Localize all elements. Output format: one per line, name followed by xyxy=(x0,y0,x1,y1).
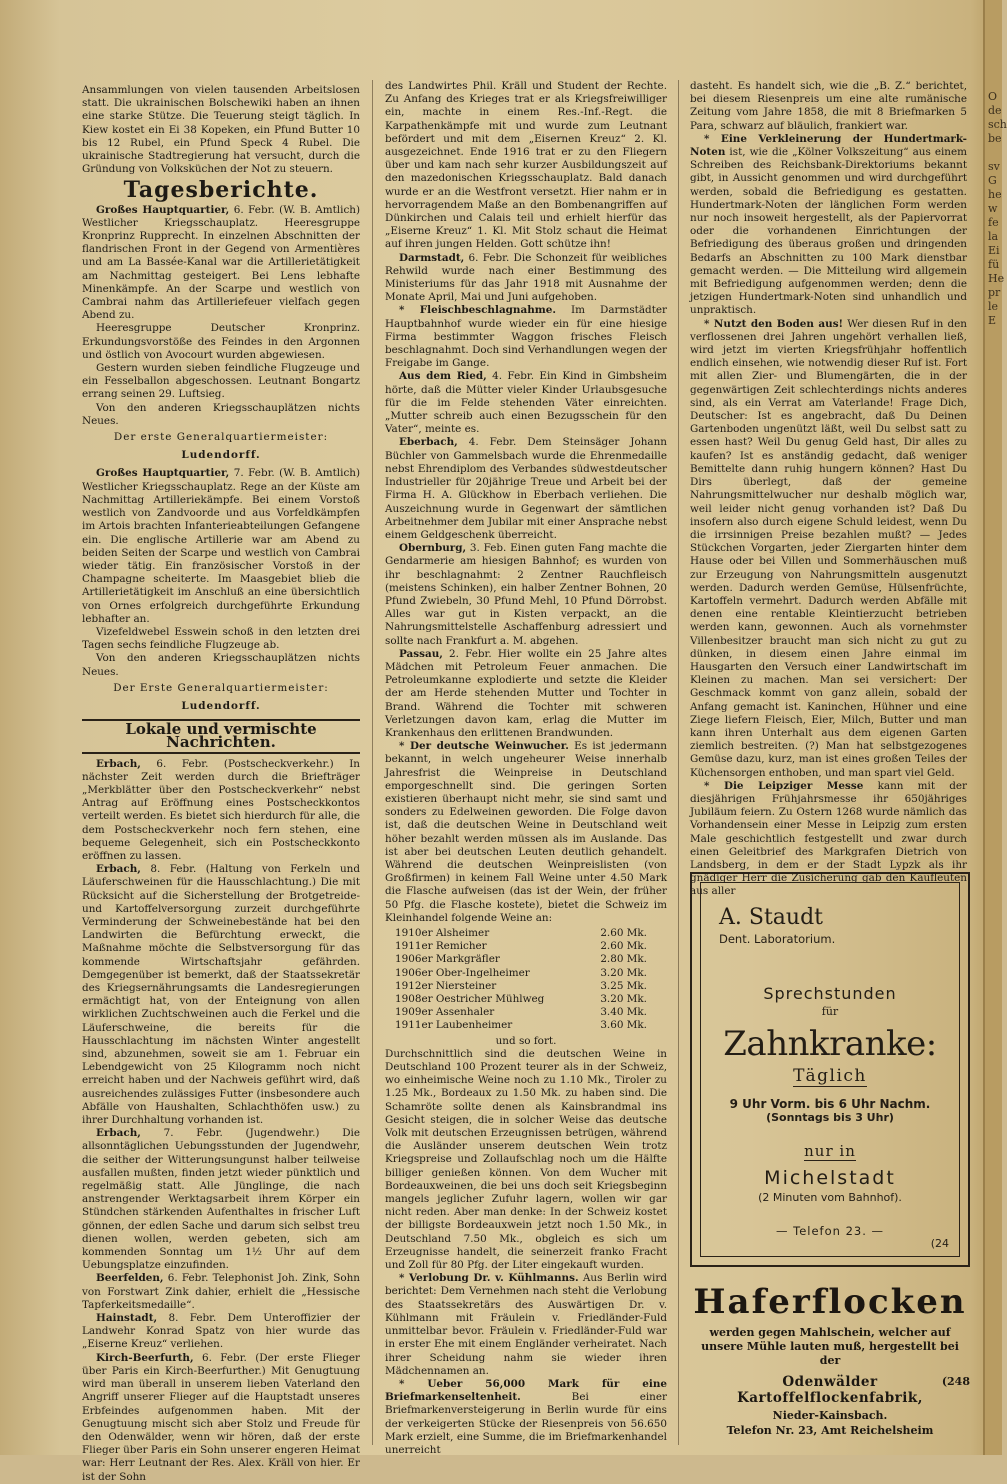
wine-price: 3.20 Mk. xyxy=(600,966,647,979)
news-item: Beerfelden, 6. Febr. Telephonist Joh. Zink, Sohn von Forstwart Zink dahier, erhielt die „Hessische Tapferkeitsmedaille“. xyxy=(82,1272,360,1311)
report-paragraph: Gestern wurden sieben feindliche Flugzeuge und ein Fesselballon abgeschossen. Leutnant Bongartz errang seinen 29. Luftsieg. xyxy=(82,362,360,401)
wine-price-table xyxy=(385,927,667,1033)
column-rule xyxy=(372,80,373,1445)
ad-address: Nieder-Kainsbach. xyxy=(772,1409,888,1422)
ad-firm-subtitle: Dent. Laboratorium. xyxy=(719,932,836,946)
wine-name: 1911er Laubenheimer xyxy=(395,1019,513,1032)
news-item: Aus dem Ried, 4. Febr. Ein Kind in Gimbsheim hörte, daß die Mütter vieler Kinder Urlaubsgesuche für die im Felde stehenden Väter einreichten. „Mutter schreib auch einen Bezugsschein für den Vater“, meinte es. xyxy=(385,370,667,436)
news-item: * Ueber 56,000 Mark für eine Briefmarkenseltenheit. Bei einer Briefmarkenversteigerung in Berlin wurde für eins der verkeigerten Stücke der Riesenpreis von 56.650 Mark erzielt, eine Summe, die im Briefmarkenhandel unerreicht xyxy=(385,1377,667,1456)
wine-row xyxy=(385,993,667,1006)
edge-text-fragment: O xyxy=(988,90,998,103)
article-text: Durchschnittlich sind die deutschen Weine in Deutschland 100 Prozent teurer als in der Schweiz, wo einheimische Weine noch zu 1.10 Mk., Tiroler zu 1.25 Mk., Bordeaux zu 1.50 Mk. zu haben sind. Die Schamröte sollte denen als Kainsbrandmal ins Gesicht steigen, die in solcher Weise das deutsche Volk mit deutschen Erzeugnissen betrügen, während die Ausländer unserem deutschen Wein trotz Kriegspreise und Zollaufschlag noch um die Hälfte billiger genießen können. Von dem Wucher mit Bordeauxweinen, die bei uns doch seit Kriegsbeginn mangels jeglicher Zufuhr lagern, wollen wir gar nicht reden. Aber man denke: In der Schweiz kostet der billigste Bordeauxwein jetzt noch 1.50 Mk., in Deutschland 7.50 Mk., obgleich es sich um Erzeugnisse handelt, die seinerzeit franko Fracht und Zoll für 80 Pfg. der Liter eingekauft wurden. xyxy=(385,1047,667,1272)
dentist-advertisement xyxy=(690,872,970,1267)
edge-text-fragment: la xyxy=(988,230,999,243)
edge-text-fragment: He xyxy=(988,272,1005,285)
wine-row xyxy=(385,927,667,940)
ad-phone: — Telefon 23. — xyxy=(775,1224,885,1238)
news-item: Erbach, 6. Febr. (Postscheckverkehr.) In nächster Zeit werden durch die Briefträger „Merkblätter über den Postscheckverkehr“ nebst Antrag auf Eröffnung eines Postscheckkontos verteilt werden. Es bietet sich hierdurch für alle, die dem Postscheckverkehr noch fern stehen, eine bequeme Gelegenheit, sich ein Postscheckkonto eröffnen zu lassen. xyxy=(82,757,360,862)
edge-text-fragment: pr xyxy=(988,286,1001,299)
wine-price: 2.60 Mk. xyxy=(600,927,647,939)
ad-reference-number: (24 xyxy=(930,1237,949,1250)
dateline: Großes Hauptquartier, xyxy=(96,467,230,480)
wine-list-more: und so fort. xyxy=(495,1034,557,1047)
wine-name: 1911er Remicher xyxy=(395,940,487,953)
ad-daily-label: Täglich xyxy=(793,1066,867,1086)
report-paragraph: Großes Hauptquartier, 7. Febr. (W. B. Amtlich) Westlicher Kriegsschauplatz. Rege an der Küste am Nachmittag Artilleriekämpfe. Bei einem Vorstoß westlich von Zandvoorde und aus Vorfeldkämpfen im Artois brachten Infanterieabteilungen Gefangene ein. Die englische Artillerie war am Abend zu beiden Seiten der Scarpe und westlich von Cambrai wieder tätig. Ein französischer Vorstoß in der Champagne scheiterte. Im Maasgebiet blieb die Artillerietätigkeit im Anschluß an eine übersichtlich von Ornes erfolgreich durchgeführte Erkundung lebhafter an. xyxy=(82,467,361,625)
news-item: Erbach, 8. Febr. (Haltung von Ferkeln und Läuferschweinen für die Hausschlachtung.) Die mit Rücksicht auf die Sicherstellung der Brotgetreide- und Kartoffelversorgung zurzeit durchgeführte Verminderung der Schweinebestände hat bei den Landwirten die Befürchtung erweckt, die Maßnahme möchte die Selbstversorgung für das kommende Wirtschaftsjahr gefährden. Demgegenüber ist bemerkt, daß der Staatssekretär des Kriegsernährungsamts die Landesregierungen ermächtigt hat, von der Enteignung von allen wirklichen Zuchtschweinen auch die Ferkel und die Läuferschweine, die bereits für die Hausschlachtung im nächsten Winter angestellt sind, abzunehmen, soweit sie am 1. Februar ein Lebendgewicht von 25 Kilogramm noch nicht erreicht haben und der Nachweis geführt wird, daß ausreichendes zulässiges Futter (insbesondere auch Abfälle von Haushalten, Schlachthöfen usw.) zu ihrer Durchhaltung vorhanden ist. xyxy=(82,863,360,1127)
wine-name: 1908er Oestricher Mühlweg xyxy=(395,993,545,1006)
edge-text-fragment: E xyxy=(988,314,997,327)
wine-price: 3.60 Mk. xyxy=(600,1019,647,1032)
ad-phone: Telefon Nr. 23, Amt Reichelsheim xyxy=(726,1424,934,1437)
wine-row xyxy=(385,1019,667,1032)
wine-row xyxy=(385,940,667,953)
edge-text-fragment: sv xyxy=(988,160,1000,173)
article-text: dasteht. Es handelt sich, wie die „B. Z.“ berichtet, bei diesem Riesenpreis um eine alte rumänische Zeitung vom Jahre 1858, die mit 8 Briefmarken 5 Para, schwarz auf bläulich, frankiert war. xyxy=(690,80,967,132)
news-item: * Der deutsche Weinwucher. Es ist jedermann bekannt, in welch ungeheurer Weise innerhalb Jahresfrist die Weinpreise in Deutschland emporgeschnellt sind. Die geringen Sorten existieren überhaupt nicht mehr, sie sind samt und sonders zu Edelweinen geworden. Die Folge davon ist, daß die deutschen Weine in Deutschland weit höher bezahlt werden müssen als im Auslande. Das ist aber bei deutschen Leuten deutlich gehandelt. Während die deutschen Weinpreislisten (von Großfirmen) in keinem Fall Weine unter 4.50 Mark die Flasche aufweisen (das ist der Wein, der früher 50 Pfg. die Flasche kostete), bietet die Schweiz im Kleinhandel folgende Weine an: xyxy=(385,740,667,924)
ad-company: Odenwälder Kartoffelflockenfabrik, xyxy=(737,1374,923,1406)
news-item: * Eine Verkleinerung der Hundertmark-Noten ist, wie die „Kölner Volkszeitung“ aus einem Schreiben des Reichsbank-Direktoriums bekannt gibt, in Aussicht genommen und wird durchgeführt werden, sobald die Befriedigung es gestatten. Hundertmark-Noten der länglichen Form werden nur noch insoweit hergestellt, als der Papiervorrat oder die vorhandenen Einrichtungen der Befriedigung des überaus großen und dringenden Bedarfs an Abschnitten zu 100 Mark dienstbar gemacht werden. — Die Mitteilung wird allgemein mit Befriedigung aufgenommen werden; denn die jetzigen Hundertmark-Noten sind unhandlich und unpraktisch. xyxy=(690,132,967,317)
wine-name: 1912er Niersteiner xyxy=(395,979,497,992)
ad-distance: (2 Minuten vom Bahnhof). xyxy=(758,1191,902,1204)
column-rule xyxy=(678,80,679,1445)
column-1 xyxy=(82,84,361,1483)
signature-title: Der Erste Generalquartiermeister: xyxy=(113,681,329,694)
edge-text-fragment: fü xyxy=(988,258,1000,271)
ad-text: werden gegen Mahlschein, welcher auf unsere Mühle lauten muß, hergestellt bei der xyxy=(701,1326,959,1367)
section-heading-lokales: Lokale und vermischte Nachrichten. xyxy=(82,719,360,753)
ad-inner-frame xyxy=(700,882,960,1257)
report-paragraph: Heeresgruppe Deutscher Kronprinz. Erkundungsvorstöße des Feindes in den Argonnen und östlich von Avocourt wurden abgewiesen. xyxy=(82,322,360,361)
wine-price: 2.60 Mk. xyxy=(600,940,647,953)
wine-price: 2.80 Mk. xyxy=(600,953,647,966)
edge-text-fragment xyxy=(988,146,1002,160)
edge-text-fragment: le xyxy=(988,300,999,313)
ad-title: Haferflocken xyxy=(693,1282,967,1322)
ad-firm-name: A. Staudt xyxy=(719,905,823,930)
wine-name: 1906er Markgräfler xyxy=(395,953,500,966)
wine-price: 3.20 Mk. xyxy=(600,993,647,1006)
news-item: * Die Leipziger Messe kann mit der diesjährigen Frühjahrsmesse ihr 650jähriges Jubiläum feiern. Zu Ostern 1268 wurde nämlich das Vorhandensein einer Messe in Leipzig zum ersten Male geschichtlich festgestellt und zwar durch einen Geleitbrief des Markgrafen Dietrich von Landsberg, in dem er der Stadt Lypzk als ihr gnädiger Herr die Zusicherung gab den Kaufleuten aus aller xyxy=(690,779,968,898)
edge-text-fragment: G xyxy=(988,174,997,187)
edge-text-fragment: sch xyxy=(988,118,1007,131)
wine-name: 1906er Ober-Ingelheimer xyxy=(395,966,530,979)
adjacent-page-edge xyxy=(983,0,1007,1455)
article-text: Ansammlungen von vielen tausenden Arbeitslosen statt. Die ukrainischen Bolschewiki haben an ihnen eine starke Stütze. Die Teuerung steigt täglich. In Kiew kostet ein Ei 38 Kopeken, ein Pfund Butter 10 bis 12 Rubel, ein Pfund Speck 4 Rubel. Die ukrainische Stadtregierung hat versucht, durch die Gründung von Volksküchen der Not zu steuern. xyxy=(82,84,360,176)
edge-text-fragment: he xyxy=(988,188,1002,201)
column-3 xyxy=(690,80,968,898)
news-item: Passau, 2. Febr. Hier wollte ein 25 Jahre altes Mädchen mit Petroleum Feuer anmachen. Die Petroleumkanne explodierte und setzte die Kleider der am Herde stehenden Mutter und Tochter in Brand. Während die Tochter mit schweren Verletzungen davon kam, erlag die Mutter im Krankenhaus den erlittenen Brandwunden. xyxy=(385,647,667,739)
news-item: Hainstadt, 8. Febr. Dem Unteroffizier der Landwehr Konrad Spatz von hier wurde das „Eiserne Kreuz“ verliehen. xyxy=(82,1312,360,1351)
wine-name: 1909er Assenhaler xyxy=(395,1006,495,1019)
news-item: * Nutzt den Boden aus! Wer diesen Ruf in den verflossenen drei Jahren ungehört verhallen ließ, wird jetzt im vierten Kriegsfrühjahr hoffentlich endlich einsehen, wie notwendig dieser Ruf ist. Fort mit allen Zier- und Blumengärten, die in der gegenwärtigen Zeit schlechterdings nichts anderes sind, als ein Verrat am Vaterlande! Frage Dich, Deutscher: Ist es angebracht, daß Du Deinen Gartenboden ungenützt läßt, weil Du selbst satt zu essen hast? Weil Du genug Geld hast, Dir alles zu kaufen? Ist es anständig gedacht, daß weniger Bemittelte dann ruhig hungern können? Hast Du Dirs überlegt, daß der gemeine Nahrungsmittelwucher nur deshalb möglich war, weil leider nicht genug vorhanden ist? Daß Du insofern also durch eigene Schuld leidest, wenn Du die irrsinnigen Preise bezahlen mußt? — Jedes Stückchen Vorgarten, jeder Ziergarten hinter dem Hause oder bei Villen und Sommerhäuschen muß zur Erzeugung von Nahrungsmitteln ausgenutzt werden. Dadurch werden Gemüse, Hülsenfrüchte, Kartoffeln vermehrt. Dadurch werden Abfälle mit denen eine rentable Kleintierzucht betrieben werden kann, gewonnen. Auch als vornehmster Villenbesitzer braucht man sich nicht zu gut zu dünken, in diesem einen Jahre einmal im Hausgarten den Versuch einer Landwirtschaft im Kleinen zu machen. Man sei versichert: Der Geschmack kommt von ganz allein, sobald der Anfang gemacht ist. Kaninchen, Hühner und eine Ziege liefern Fleisch, Eier, Milch, Butter und man kann ihren Unterhalt aus dem eigenen Garten ziemlich bestreiten. (?) Man hat selbstgezogenes Gemüse dazu, kurz, man ist eines großen Teiles der Küchensorgen enthoben, und man spart viel Geld. xyxy=(690,317,967,779)
wine-row xyxy=(385,1006,667,1019)
edge-text-fragment: de xyxy=(988,104,1002,117)
section-heading-tagesberichte: Tagesberichte. xyxy=(123,177,319,204)
ad-city: Michelstadt xyxy=(764,1167,896,1189)
wine-price: 3.25 Mk. xyxy=(600,979,647,992)
ad-only-in: nur in xyxy=(804,1142,856,1160)
edge-text-fragment: be xyxy=(988,132,1002,145)
news-item: * Fleischbeschlagnahme. Im Darmstädter Hauptbahnhof wurde wieder ein für eine hiesige Firma bestimmter Waggon frisches Fleisch beschlagnahmt. Doch sind Verhandlungen wegen der Freigabe im Gange. xyxy=(385,304,667,370)
news-item: Erbach, 7. Febr. (Jugendwehr.) Die allsonntäglichen Uebungsstunden der Jugendwehr, die seither der Witterungsungunst halber teilweise ausfallen mußten, finden jetzt wieder pünktlich und regelmäßig statt. Alle Jünglinge, die nach anstrengender Werktagsarbeit ihrem Körper ein Stündchen stärkenden Aufenthaltes in frischer Luft gönnen, der edlen Sache und darum sich selbst treu dienen wollen, werden gebeten, sich am kommenden Sonntag um 1½ Uhr auf dem Uebungsplatze einzufinden. xyxy=(82,1127,360,1272)
wine-name: 1910er Alsheimer xyxy=(395,927,490,939)
wine-row xyxy=(385,953,667,966)
dateline: Großes Hauptquartier, xyxy=(96,203,230,216)
wine-row xyxy=(385,967,667,980)
article-text: des Landwirtes Phil. Kräll und Student der Rechte. Zu Anfang des Krieges trat er als Kriegsfreiwilliger ein, machte in einem Res.-Inf.-Regt. die Karpathenkämpfe mit und wurde zum Leutnant befördert und mit dem „Eisernen Kreuz“ 2. Kl. ausgezeichnet. Ende 1916 trat er zu den Fliegern über und kam nach sehr kurzer Ausbildungszeit auf den mazedonischen Kriegsschauplatz. Bald danach wurde er an die Westfront versetzt. Hier nahm er in hervorragendem Maße an den Bombenangriffen auf Dünkirchen und Calais teil und erhielt hierfür das „Eiserne Kreuz“ 1. Kl. Mit Stolz schaut die Heimat auf ihren jungen Helden. Gott schütze ihn! xyxy=(385,80,667,251)
signature-name: Ludendorff. xyxy=(181,699,261,712)
ad-sunday-hours: (Sonntags bis 3 Uhr) xyxy=(766,1111,894,1124)
edge-text-fragment: w xyxy=(988,202,998,215)
signature-name: Ludendorff. xyxy=(181,449,261,462)
news-item: Darmstadt, 6. Febr. Die Schonzeit für weibliches Rehwild wurde nach einer Bestimmung des Ministeriums für das Jahr 1918 mit Ausnahme der Monate April, Mai und Juni aufgehoben. xyxy=(385,251,667,304)
report-paragraph: Vizefeldwebel Esswein schoß in den letzten drei Tagen sechs feindliche Flugzeuge ab. xyxy=(82,625,360,652)
news-item: Obernburg, 3. Feb. Einen guten Fang machte die Gendarmerie am hiesigen Bahnhof; es wurden von ihr beschlagnahmt: 2 Zentner Rauchfleisch (meistens Schinken), ein halber Zentner Bohnen, 20 Pfund Zwiebeln, 30 Pfund Mehl, 10 Pfund Dörrobst. Alles war gut in Kisten verpackt, an die Nahrungsmittelstelle Aschaffenburg adressiert und sollte nach Frankfurt a. M. abgehen. xyxy=(385,542,667,647)
ad-consultation-label: Sprechstunden xyxy=(763,984,897,1003)
report-paragraph: Großes Hauptquartier, 6. Febr. (W. B. Amtlich) Westlicher Kriegsschauplatz. Heeresgruppe Kronprinz Rupprecht. In einzelnen Abschnitten der flandrischen Front in der Gegend von Armentières und am La Bassée-Kanal war die Artillerietätigkeit am Nachmittag gesteigert. Bei Lens lebhafte Minenkämpfe. An der Scarpe und westlich von Cambrai nahm das Artilleriefeuer vielfach gegen Abend zu. xyxy=(82,203,361,322)
news-item: Kirch-Beerfurth, 6. Febr. (Der erste Flieger über Paris ein Kirch-Beerfurther.) Mit Genugtuung wird man überall in unserem lieben Vaterland den Angriff unserer Flieger auf die Hauptstadt unseres Erbfeindes aufgenommen haben. Mit der Genugtuung mischt sich aber Stolz und Freude für den Odenwälder, wenn wir hören, daß der erste Flieger über Paris ein Sohn unserer engeren Heimat war: Herr Leutnant der Res. Alex. Kräll von hier. Er ist der Sohn xyxy=(82,1351,360,1483)
report-paragraph: Von den anderen Kriegsschauplätzen nichts Neues. xyxy=(82,652,360,678)
column-2 xyxy=(385,80,667,1456)
wine-price: 3.40 Mk. xyxy=(600,1006,647,1019)
news-item: Eberbach, 4. Febr. Dem Steinsäger Johann Büchler von Gammelsbach wurde die Ehrenmedaille nebst Ehrendiplom des Verbandes südwestdeutscher Industrieller für 20jährige Treue und Arbeit bei der Firma H. A. Glückhow in Eberbach verliehen. Die Auszeichnung wurde in Gegenwart der sämtlichen Arbeitnehmer dem Jubilar mit einer Ansprache nebst einem Geldgeschenk überreicht. xyxy=(385,436,667,541)
edge-text-fragment: Ei xyxy=(988,244,1000,257)
ad-reference-number: (248 xyxy=(941,1375,970,1388)
signature-title: Der erste Generalquartiermeister: xyxy=(113,431,329,444)
report-paragraph: Von den anderen Kriegsschauplätzen nichts Neues. xyxy=(82,401,360,427)
ad-for-label: für xyxy=(821,1005,839,1018)
oat-flakes-advertisement xyxy=(690,1282,970,1442)
ad-hours: 9 Uhr Vorm. bis 6 Uhr Nachm. xyxy=(729,1097,931,1111)
wine-row xyxy=(385,980,667,993)
edge-text-fragment: fe xyxy=(988,216,999,229)
news-item: * Verlobung Dr. v. Kühlmanns. Aus Berlin wird berichtet: Dem Vernehmen nach steht die Verlobung des Staatssekretärs des Auswärtigen Dr. v. Kühlmann mit Fräulein v. Friedländer-Fuld unmittelbar bevor. Fräulein v. Friedländer-Fuld war in erster Ehe mit einem Engländer verheiratet. Nach ihrer Scheidung nahm sie wieder ihren Mädchennamen an. xyxy=(385,1272,667,1377)
ad-headline: Zahnkranke: xyxy=(723,1024,937,1064)
